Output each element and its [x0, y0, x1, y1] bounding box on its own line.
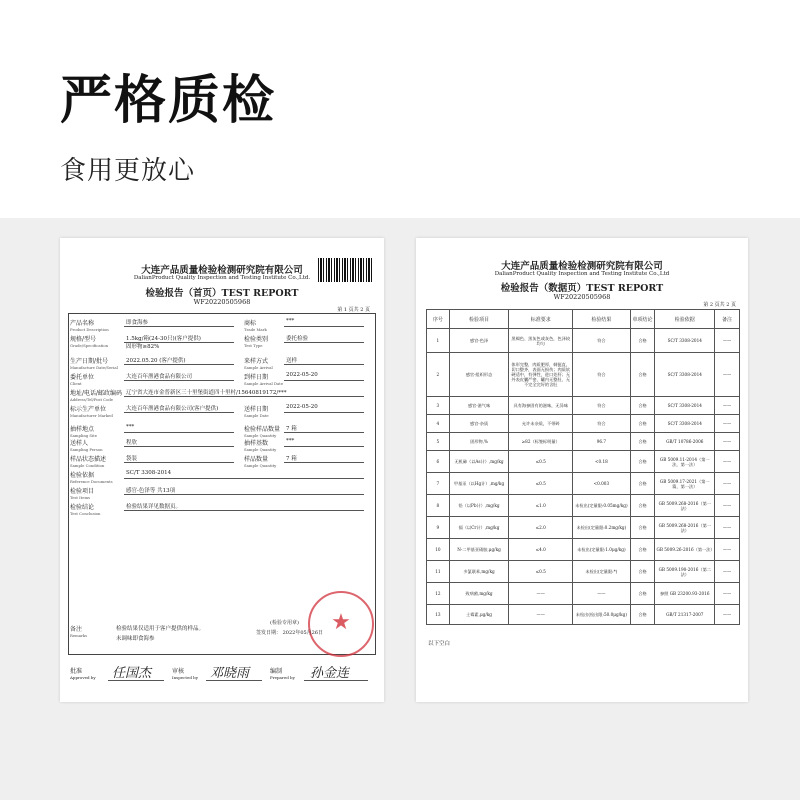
table-cell: 感官-组织形态	[449, 353, 509, 397]
table-body	[427, 329, 740, 625]
table-row	[427, 517, 740, 539]
table-cell: ——	[509, 605, 573, 625]
field-underline	[284, 412, 364, 413]
table-header-cell: 标准要求	[509, 310, 573, 329]
field-value: 大连百年渔港食品有限公司	[126, 374, 193, 380]
table-cell: ——	[715, 561, 740, 583]
prepared-signature: 孙金连	[310, 666, 350, 681]
field-label: 检验结论 Test Conclusion	[70, 504, 101, 516]
field-label: 送样日期 Sample Date	[244, 406, 269, 418]
table-cell: ——	[715, 353, 740, 397]
institute-name-en: DalianProduct Quality Inspection and Testing Institute Co.,Ltd.	[133, 275, 311, 281]
table-cell: ——	[715, 415, 740, 433]
table-cell: 合格	[630, 539, 655, 561]
field-value: 送样	[286, 358, 298, 364]
table-row	[427, 561, 740, 583]
field-label: 来样方式 Sample Arrival	[244, 358, 273, 370]
table-cell: ——	[715, 605, 740, 625]
table-header-row	[427, 310, 740, 329]
field-label: 委托单位 Client	[70, 374, 95, 386]
table-cell: SC/T 3308-2014	[655, 397, 715, 415]
field-label: 标示生产单位 Manufacturer Marked	[70, 406, 113, 418]
table-header-cell: 备注	[715, 310, 740, 329]
field-underline	[124, 342, 234, 343]
table-cell: 允许未杂质，不带碎	[509, 415, 573, 433]
table-cell: 7	[427, 473, 450, 495]
table-cell: GB 5009.268-2016（第一法）	[655, 495, 715, 517]
field-label: 检验项目 Test Items	[70, 488, 95, 500]
report-number: WF20220505968	[193, 298, 251, 306]
field-value: ***	[286, 318, 295, 324]
field-underline	[124, 364, 234, 365]
page-number: 第 1 页共 2 页	[337, 307, 370, 313]
table-cell: 固形物,%	[449, 433, 509, 451]
table-cell: 合格	[630, 495, 655, 517]
table-cell: ——	[715, 583, 740, 605]
table-cell: ——	[715, 517, 740, 539]
official-seal: ★	[308, 591, 374, 657]
table-cell: 12	[427, 583, 450, 605]
table-cell: 多氯联苯,mg/kg	[449, 561, 509, 583]
field-value: ***	[126, 424, 135, 430]
table-cell: SC/T 3308-2014	[655, 415, 715, 433]
table-cell: 感官-杂质	[449, 415, 509, 433]
table-cell: 合格	[630, 397, 655, 415]
table-row	[427, 605, 740, 625]
table-cell: 铅（以Pb计）,mg/kg	[449, 495, 509, 517]
report-title: 检验报告（首页）TEST REPORT	[145, 288, 299, 299]
table-row	[427, 583, 740, 605]
table-cell: ≤4.0	[509, 539, 573, 561]
field-label: 产品名称 Product Description	[70, 320, 109, 332]
field-value: 感官-色泽等 共13项	[126, 488, 176, 494]
table-cell: 未检出(定量限:0.05mg/kg)	[573, 495, 630, 517]
field-value: 7 箱	[286, 456, 297, 462]
table-cell: ——	[715, 473, 740, 495]
field-value: 程欣	[126, 440, 138, 446]
table-row	[427, 329, 740, 353]
field-value: 1.5kg/箱(24-30只)(客户提供) 固形物≥82%	[126, 336, 201, 350]
field-underline	[284, 462, 364, 463]
inspected-signature: 邓晓雨	[210, 666, 250, 681]
report-number: WF20220505968	[553, 293, 611, 301]
table-row	[427, 397, 740, 415]
table-cell: 96.7	[573, 433, 630, 451]
report-data-page	[416, 238, 748, 702]
field-value: SC/T 3308-2014	[126, 470, 172, 476]
table-cell: 13	[427, 605, 450, 625]
field-label: 生产日期/批号 Manufacture Date/Serial	[70, 358, 118, 370]
table-cell: ——	[715, 433, 740, 451]
table-cell: 3	[427, 397, 450, 415]
table-cell: ——	[715, 451, 740, 473]
field-underline	[124, 510, 364, 511]
table-header-cell: 序号	[427, 310, 450, 329]
field-label: 规格/型号 Grade/Specification	[70, 336, 109, 348]
field-underline	[284, 432, 364, 433]
field-value: 袋装	[126, 456, 138, 462]
table-cell: <0.18	[573, 451, 630, 473]
table-header-cell: 单项结论	[630, 310, 655, 329]
table-header-cell: 检验依据	[655, 310, 715, 329]
table-cell: ≤0.5	[509, 561, 573, 583]
table-row	[427, 539, 740, 561]
table-header-cell: 检验项目	[449, 310, 509, 329]
table-cell: 未检出(定量限:*)	[573, 561, 630, 583]
table-cell: 合格	[630, 433, 655, 451]
field-underline	[124, 494, 364, 495]
table-cell: 符合	[573, 353, 630, 397]
table-cell: GB 5009.190-2016（第二法）	[655, 561, 715, 583]
field-label: 样品数量 Sample Quantity	[244, 456, 277, 468]
table-cell: 感官-色泽	[449, 329, 509, 353]
field-underline	[124, 326, 234, 327]
table-cell: 合格	[630, 329, 655, 353]
table-cell: ——	[715, 495, 740, 517]
table-cell: <0.003	[573, 473, 630, 495]
barcode	[318, 258, 372, 282]
page-subtitle: 食用更放心	[60, 156, 196, 186]
table-cell: 10	[427, 539, 450, 561]
table-cell: 未检出(定量限:0.2mg/kg)	[573, 517, 630, 539]
field-underline	[124, 396, 364, 397]
table-row	[427, 495, 740, 517]
table-cell: 土霉素,μg/kg	[449, 605, 509, 625]
table-cell: 11	[427, 561, 450, 583]
table-cell: SC/T 3308-2014	[655, 353, 715, 397]
field-label: 检验依据 Reference Documents	[70, 472, 113, 484]
table-cell: 合格	[630, 605, 655, 625]
field-underline	[124, 446, 234, 447]
table-cell: 符合	[573, 329, 630, 353]
table-cell: 8	[427, 495, 450, 517]
table-cell: 具有海参固有的滋味，无异味	[509, 397, 573, 415]
table-row	[427, 451, 740, 473]
table-cell: GB 5009.26-2016（第一法）	[655, 539, 715, 561]
field-underline	[124, 412, 234, 413]
table-cell: 合格	[630, 583, 655, 605]
inspected-label: 审核 Inspected by	[172, 668, 199, 680]
table-cell: ≤0.5	[509, 451, 573, 473]
field-value: ***	[286, 438, 295, 444]
field-underline	[284, 326, 364, 327]
field-underline	[124, 380, 234, 381]
table-cell: 参照 GB 23200.93-2016	[655, 583, 715, 605]
table-cell: 6	[427, 451, 450, 473]
field-underline	[124, 478, 364, 479]
table-cell: 5	[427, 433, 450, 451]
page-number: 第 2 页共 2 页	[703, 302, 736, 308]
field-value: 大连百年渔港食品有限公司(客户提供)	[126, 406, 219, 412]
field-label: 到样日期 Sample Arrival Date	[244, 374, 284, 386]
table-cell: ——	[715, 329, 740, 353]
table-cell: 未检出(定量限:1.0μg/kg)	[573, 539, 630, 561]
end-note: 以下空白	[428, 641, 451, 647]
table-cell: SC/T 3308-2014	[655, 329, 715, 353]
table-cell: ≤0.5	[509, 473, 573, 495]
field-label: 样品状态描述 Sample Condition	[70, 456, 107, 468]
table-cell: 合格	[630, 517, 655, 539]
field-underline	[284, 446, 364, 447]
table-cell: GB/T 10786-2006	[655, 433, 715, 451]
table-cell: 无机砷（以As计）,mg/kg	[449, 451, 509, 473]
field-underline	[124, 432, 234, 433]
seal-caption: (检验专用章)	[270, 620, 299, 626]
table-cell: 合格	[630, 353, 655, 397]
table-cell: 符合	[573, 415, 630, 433]
table-cell: 1	[427, 329, 450, 353]
prepared-label: 编制 Prepared by	[270, 668, 295, 680]
field-value: 2022-05-20	[286, 372, 318, 378]
remarks-label-en: Remarks	[70, 633, 88, 638]
table-cell: 合格	[630, 451, 655, 473]
table-cell: 感官-滋气味	[449, 397, 509, 415]
table-cell: ——	[715, 539, 740, 561]
field-value: 辽宁省大连市金普新区三十里堡街道四十里村/15640819172/***	[126, 390, 287, 396]
field-value: 委托检验	[286, 336, 309, 342]
institute-name-en: DalianProduct Quality Inspection and Testing Institute Co.,Ltd	[494, 271, 670, 277]
table-cell: ——	[573, 583, 630, 605]
field-underline	[284, 380, 364, 381]
field-label: 抽样地点 Sampling Site	[70, 426, 97, 438]
page-title: 严格质检	[60, 71, 277, 131]
table-cell: 合格	[630, 415, 655, 433]
table-cell: 镉（以Cr计）,mg/kg	[449, 517, 509, 539]
field-value: 2022-05-20	[286, 404, 318, 410]
remark-line-2: 未调味即食海参	[116, 636, 155, 642]
table-cell: 合格	[630, 473, 655, 495]
table-cell: 4	[427, 415, 450, 433]
table-cell: 未检出(检出限:50.0μg/kg)	[573, 605, 630, 625]
field-label: 送样人 Sampling Person	[70, 440, 103, 452]
approved-signature: 任国杰	[112, 666, 152, 681]
field-label: 检验类别 Test Type	[244, 336, 269, 348]
field-label: 检验样品数量 Sample Quantity	[244, 426, 281, 438]
field-label: 地址/电话/邮政编码 Address/Tel/Post Code	[70, 390, 123, 402]
table-cell: 致病菌,mg/kg	[449, 583, 509, 605]
table-cell: 合格	[630, 561, 655, 583]
table-cell: GB 5009.11-2014（第一法，第一法）	[655, 451, 715, 473]
table-cell: 甲基汞（以Hg计）,mg/kg	[449, 473, 509, 495]
table-row	[427, 433, 740, 451]
issue-date: 签发日期： 2022年05月26日	[256, 630, 324, 636]
table-cell: ——	[509, 583, 573, 605]
table-cell: 符合	[573, 397, 630, 415]
table-cell: ——	[715, 397, 740, 415]
approved-label: 批准 Approved by	[70, 668, 96, 680]
field-label: 商标 Trade Mark	[244, 320, 267, 332]
remark-line-1: 检验结果仅适用于客户提供的样品。	[116, 626, 205, 632]
report-title: 检验报告（数据页）TEST REPORT	[500, 283, 664, 294]
table-cell: N-二甲基亚硝胺,μg/kg	[449, 539, 509, 561]
table-cell: GB/T 21317-2007	[655, 605, 715, 625]
remarks-label	[70, 624, 87, 638]
institute-name-cn: 大连产品质量检验检测研究院有限公司	[141, 265, 303, 276]
field-label: 抽样基数 Sample Quantity	[244, 440, 277, 452]
table-cell: ≤1.0	[509, 495, 573, 517]
field-value: 即食海参	[126, 320, 149, 326]
approved-line	[108, 680, 164, 681]
table-cell: 9	[427, 517, 450, 539]
inspected-line	[206, 680, 262, 681]
table-cell: GB 5009.17-2021（第一篇，第一法）	[655, 473, 715, 495]
field-value: 2022.05.20 (客户提供)	[126, 358, 186, 364]
table-row	[427, 473, 740, 495]
institute-name-cn: 大连产品质量检验检测研究院有限公司	[501, 261, 663, 272]
report-first-page	[60, 238, 384, 702]
field-value: 7 箱	[286, 426, 297, 432]
table-cell: GB 5009.268-2016（第一法）	[655, 517, 715, 539]
field-underline	[284, 342, 364, 343]
table-cell: 2	[427, 353, 450, 397]
table-header-cell: 检验结果	[573, 310, 630, 329]
remarks-label-cn: 备注	[70, 626, 83, 633]
field-value: 检验结果详见数据页。	[126, 504, 182, 510]
field-underline	[284, 364, 364, 365]
table-row	[427, 353, 740, 397]
field-underline	[124, 462, 234, 463]
table-cell: 黑褐色、黑灰色或灰色，色泽较均匀	[509, 329, 573, 353]
table-cell: ≥82（标签标明量）	[509, 433, 573, 451]
table-cell: ≤2.0	[509, 517, 573, 539]
prepared-line	[304, 680, 368, 681]
table-row	[427, 415, 740, 433]
table-cell: 体形完整，肉质肥厚，刺挺直，切口整齐，表面无损伤；肉质软硬适中，有弹性，进口处肝；无外表皮囊严密，罐内无整肚、无不完全完好的含肚	[509, 353, 573, 397]
results-table	[426, 309, 740, 625]
